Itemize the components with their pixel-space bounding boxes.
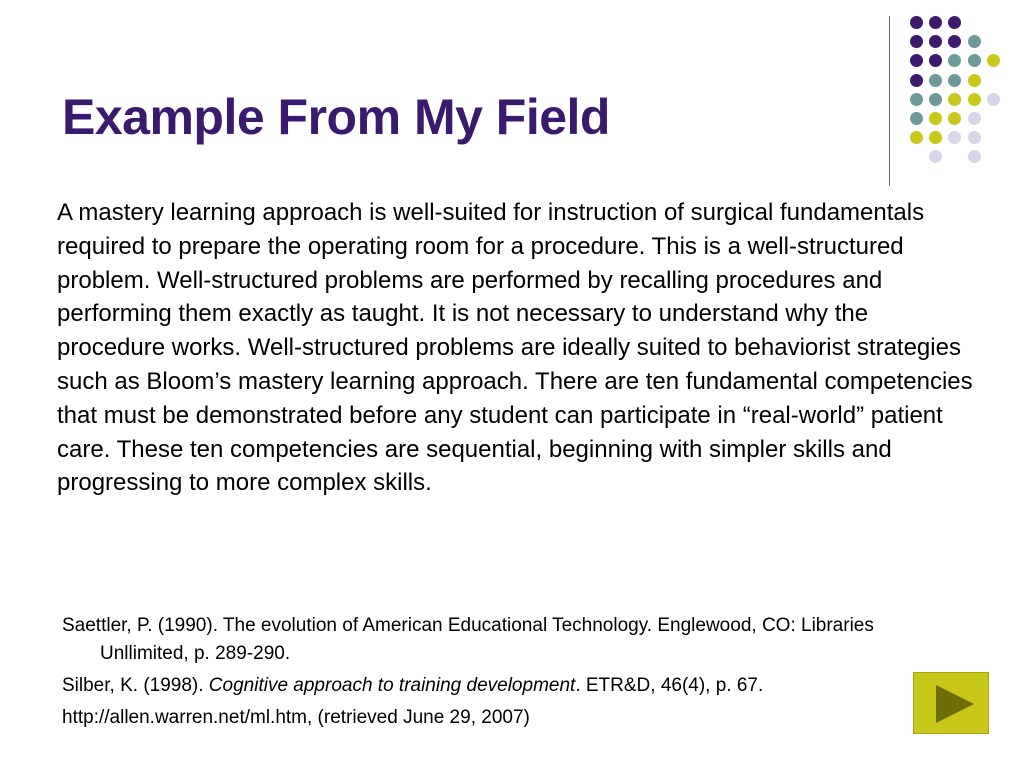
decorative-dot xyxy=(968,131,981,144)
decorative-dot xyxy=(910,93,923,106)
decorative-dot xyxy=(910,131,923,144)
decorative-dot xyxy=(987,54,1000,67)
reference-item: http://allen.warren.net/ml.htm, (retrieved June 29, 2007) xyxy=(62,707,530,728)
play-triangle-icon xyxy=(914,673,990,735)
decorative-dot xyxy=(948,93,961,106)
decorative-dot xyxy=(968,93,981,106)
reference-author: Silber, K. (1998). xyxy=(62,675,209,696)
decorative-dot xyxy=(968,112,981,125)
reference-item xyxy=(62,672,922,700)
next-slide-button[interactable] xyxy=(913,672,989,734)
decorative-dot xyxy=(968,150,981,163)
decorative-dot xyxy=(910,54,923,67)
decorative-dot xyxy=(968,74,981,87)
decorative-dot xyxy=(910,74,923,87)
decorative-dot xyxy=(929,16,942,29)
decorative-dot xyxy=(987,93,1000,106)
decorative-dot xyxy=(910,112,923,125)
decorative-dot xyxy=(948,112,961,125)
slide-body-text: A mastery learning approach is well-suited for instruction of surgical fundamentals required to prepare the operating room for a procedure. This is a well-structured problem. Well-structured problems are performed by recalling procedures and performing them exactly as taught. It is not necessary to understand why the procedure works. Well-structured problems are ideally suited to behaviorist strategies such as Bloom’s mastery learning approach. There are ten fundamental competencies that must be demonstrated before any student can participate in “real-world” patient care. These ten competencies are sequential, beginning with simpler skills and progressing to more complex skills. xyxy=(57,199,973,497)
decorative-dot xyxy=(948,54,961,67)
vertical-divider xyxy=(889,16,890,186)
decorative-dot xyxy=(948,131,961,144)
decorative-dot xyxy=(929,54,942,67)
decorative-dot xyxy=(929,93,942,106)
decorative-dot xyxy=(948,16,961,29)
decorative-dot xyxy=(929,112,942,125)
reference-details: . ETR&D, 46(4), p. 67. xyxy=(575,675,764,696)
decorative-dot xyxy=(910,16,923,29)
decorative-dot xyxy=(929,131,942,144)
decorative-dot xyxy=(929,150,942,163)
decorative-dot xyxy=(948,35,961,48)
decorative-dot xyxy=(929,35,942,48)
decorative-dot xyxy=(968,35,981,48)
decorative-dot xyxy=(968,54,981,67)
reference-item: Saettler, P. (1990). The evolution of American Educational Technology. Englewood, CO: Libraries Unllimited, p. 289-290. xyxy=(62,615,874,664)
decorative-dot xyxy=(948,74,961,87)
decorative-dot xyxy=(910,35,923,48)
reference-title: Cognitive approach to training development xyxy=(208,675,576,696)
references-list xyxy=(62,612,922,736)
decorative-dot xyxy=(929,74,942,87)
slide-title: Example From My Field xyxy=(62,89,610,145)
